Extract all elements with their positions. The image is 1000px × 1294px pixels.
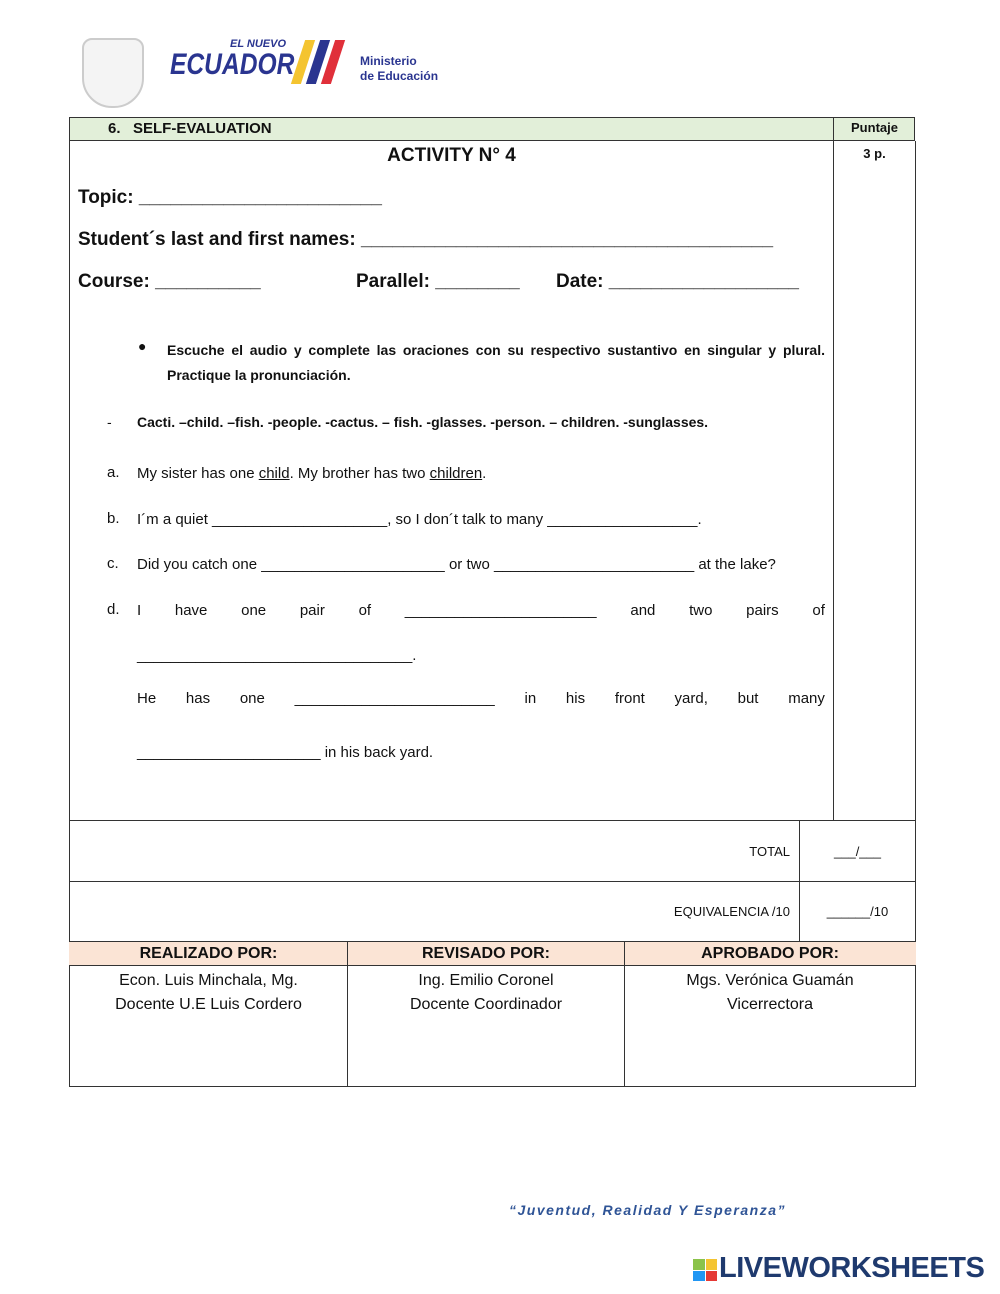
word: yard, <box>674 690 708 707</box>
liveworksheets-brand: LIVEWORKSHEETS <box>719 1252 985 1284</box>
topic-field[interactable]: Topic: _______________________ <box>78 187 382 208</box>
item-d-line1[interactable] <box>137 602 825 619</box>
word: one <box>239 690 265 707</box>
course-field[interactable]: Course: __________ <box>78 271 261 292</box>
section-title: 6. SELF-EVALUATION <box>108 120 272 137</box>
activity-title: ACTIVITY N° 4 <box>387 145 516 166</box>
score-value: 3 p. <box>863 146 886 161</box>
parallel-field[interactable]: Parallel: ________ <box>356 271 520 292</box>
signature-header-realizado: REALIZADO POR: <box>139 945 278 962</box>
divider <box>69 820 916 821</box>
item-b[interactable]: I´m a quiet _____________________, so I don´t talk to many __________________. <box>137 511 702 528</box>
signer-role: Docente Coordinador <box>409 996 563 1013</box>
instruction-text: Escuche el audio y complete las oraciones con su respectivo sustantivo en singular y plural. Practique la pronunciación. <box>167 342 825 383</box>
signature-realizado <box>70 969 347 1017</box>
logo-main-text: ECUADOR <box>170 48 295 81</box>
word: one <box>241 602 267 619</box>
ministry-line1: Ministerio <box>360 54 417 68</box>
signer-name: Ing. Emilio Coronel <box>418 972 554 989</box>
word: of <box>358 602 372 619</box>
word: have <box>174 602 208 619</box>
dash-icon: - <box>107 414 112 430</box>
word: I <box>137 602 142 619</box>
item-a-end: . <box>482 465 487 482</box>
signature-header-aprobado: APROBADO POR: <box>701 945 839 962</box>
signature-header-revisado: REVISADO POR: <box>421 945 550 962</box>
word-bank: Cacti. –child. –fish. -people. -cactus. – fish. -glasses. -person. – children. -sunglasses. <box>137 414 709 430</box>
item-d-line2[interactable]: _________________________________. <box>137 647 417 664</box>
item-c[interactable]: Did you catch one ______________________ or two ________________________ at the lake? <box>137 556 776 573</box>
signer-role: Docente U.E Luis Cordero <box>115 996 302 1013</box>
equivalencia-label: EQUIVALENCIA /10 <box>673 904 790 919</box>
total-label: TOTAL <box>749 844 790 859</box>
item-d-line3[interactable] <box>137 690 825 707</box>
signer-name: Mgs. Verónica Guamán <box>686 972 854 989</box>
word: in <box>524 690 537 707</box>
divider <box>69 881 916 882</box>
liveworksheets-badge-icon <box>693 1259 717 1281</box>
equivalencia-value[interactable]: ______/10 <box>826 904 889 919</box>
score-header: Puntaje <box>851 120 898 135</box>
logo-small-text: EL NUEVO <box>230 38 287 50</box>
bullet-icon: ● <box>138 338 147 354</box>
word: has <box>185 690 211 707</box>
item-a-text: My sister has one <box>137 465 259 482</box>
word: but <box>737 690 759 707</box>
word: _______________________ <box>404 602 597 619</box>
word: two <box>689 602 713 619</box>
date-field[interactable]: Date: __________________ <box>556 271 799 292</box>
word: pair <box>299 602 325 619</box>
ministry-line2: de Educación <box>360 69 439 83</box>
ministry-label <box>360 54 438 84</box>
divider <box>69 1086 916 1087</box>
signer-name: Econ. Luis Minchala, Mg. <box>119 972 298 989</box>
item-letter-d: d. <box>107 601 120 618</box>
item-a-answer1[interactable]: child <box>258 465 290 482</box>
coat-of-arms-icon <box>82 38 144 108</box>
total-value[interactable]: ___/___ <box>834 844 881 859</box>
item-letter-c: c. <box>107 555 119 572</box>
motto: “Juventud, Realidad Y Esperanza” <box>509 1202 787 1218</box>
word: ________________________ <box>294 690 495 707</box>
signature-aprobado <box>625 969 915 1017</box>
student-names-field[interactable]: Student´s last and first names: _______________________________________ <box>78 229 774 250</box>
word: front <box>614 690 645 707</box>
item-a-answer2[interactable]: children <box>429 465 483 482</box>
item-letter-a: a. <box>107 464 120 481</box>
word: He <box>137 690 157 707</box>
item-a-text2: . My brother has two <box>289 465 430 482</box>
word: many <box>788 690 825 707</box>
word: and <box>630 602 656 619</box>
word: of <box>812 602 825 619</box>
signer-role: Vicerrectora <box>727 996 813 1013</box>
el-nuevo-ecuador-logo <box>170 38 350 88</box>
signature-revisado <box>348 969 624 1017</box>
word: his <box>565 690 586 707</box>
score-column-divider <box>833 117 834 820</box>
item-a <box>137 465 486 482</box>
item-d-line4[interactable]: ______________________ in his back yard. <box>137 744 434 761</box>
word: pairs <box>746 602 779 619</box>
item-letter-b: b. <box>107 510 120 527</box>
